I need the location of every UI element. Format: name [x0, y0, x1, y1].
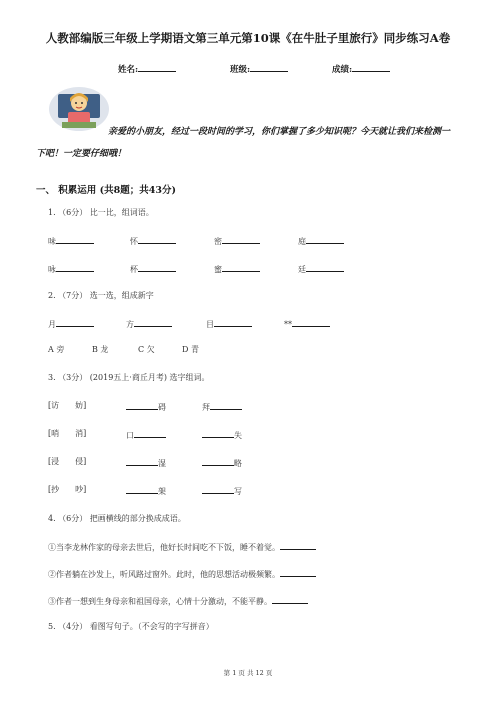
- q2-option[interactable]: C 欠: [138, 345, 155, 354]
- q1-item[interactable]: 庭: [298, 234, 344, 247]
- q4-item[interactable]: ②作者躺在沙发上，听风路过窗外。此时，他的思想活动极频繁。: [48, 567, 316, 580]
- q2-item[interactable]: 目: [206, 317, 252, 330]
- q3-blank[interactable]: 碍: [126, 400, 166, 413]
- q2-option[interactable]: B 龙: [92, 345, 109, 354]
- question-5-label: 5. （4分） 看图写句子。（不会写的字写拼音）: [48, 622, 214, 631]
- q3-blank[interactable]: 拜: [202, 400, 242, 413]
- q3-blank[interactable]: 湿: [126, 456, 166, 469]
- q3-char-group: [抄 吵]: [48, 485, 87, 494]
- question-2-label: 2. （7分） 选一选，组成新字: [48, 291, 154, 300]
- name-blank[interactable]: [138, 62, 176, 72]
- score-blank[interactable]: [352, 62, 390, 72]
- question-4-label: 4. （6分） 把画横线的部分换成成语。: [48, 514, 186, 523]
- intro-text-line1: 亲爱的小朋友，经过一段时间的学习，你们掌握了多少知识呢？今天就让我们来检测一: [108, 127, 451, 137]
- student-illustration-icon: [48, 86, 110, 132]
- section-heading: 一、 积累运用 (共8题；共43分): [36, 185, 176, 196]
- q1-item[interactable]: 杯: [130, 262, 176, 275]
- q3-char-group: [哨 消]: [48, 429, 87, 438]
- name-field[interactable]: [118, 62, 176, 75]
- class-label: 班级:: [230, 65, 251, 75]
- q3-blank[interactable]: 架: [126, 484, 166, 497]
- q2-item[interactable]: 月: [48, 317, 94, 330]
- q2-option[interactable]: A 旁: [48, 345, 65, 354]
- document-title: 人教部编版三年级上学期语文第三单元第10课《在牛肚子里旅行》同步练习A卷: [45, 31, 451, 45]
- q3-char-group: [访 妨]: [48, 401, 87, 410]
- score-field[interactable]: [332, 62, 390, 75]
- q2-item[interactable]: 方: [126, 317, 172, 330]
- question-1-label: 1. （6分） 比一比，组词语。: [48, 208, 154, 217]
- q1-item[interactable]: 味: [48, 234, 94, 247]
- q1-item[interactable]: 廷: [298, 262, 344, 275]
- class-field[interactable]: [230, 62, 288, 75]
- q3-blank[interactable]: 口: [126, 428, 166, 441]
- q1-item[interactable]: 密: [214, 234, 260, 247]
- q4-item[interactable]: ①当李龙林作家的母亲去世后，他好长时间吃不下饭，睡不着觉。: [48, 540, 316, 553]
- q3-blank[interactable]: 略: [202, 456, 242, 469]
- q1-item[interactable]: 怀: [130, 234, 176, 247]
- q1-item[interactable]: 蜜: [214, 262, 260, 275]
- q2-option[interactable]: D 青: [182, 345, 199, 354]
- q3-char-group: [浸 侵]: [48, 457, 87, 466]
- class-blank[interactable]: [250, 62, 288, 72]
- question-3-label: 3. （3分） (2019五上·商丘月考) 选字组词。: [48, 373, 210, 382]
- q3-blank[interactable]: 写: [202, 484, 242, 497]
- q4-item[interactable]: ③作者一想到生身母亲和祖国母亲，心情十分激动，不能平静。: [48, 594, 308, 607]
- name-label: 姓名:: [118, 65, 139, 75]
- page-footer: 第 1 页 共 12 页: [223, 669, 273, 677]
- q2-item[interactable]: **: [284, 317, 330, 329]
- intro-text-line2: 下吧！一定要仔细哦！: [36, 149, 127, 159]
- q3-blank[interactable]: 失: [202, 428, 242, 441]
- score-label: 成绩:: [332, 65, 353, 75]
- q1-item[interactable]: 咏: [48, 262, 94, 275]
